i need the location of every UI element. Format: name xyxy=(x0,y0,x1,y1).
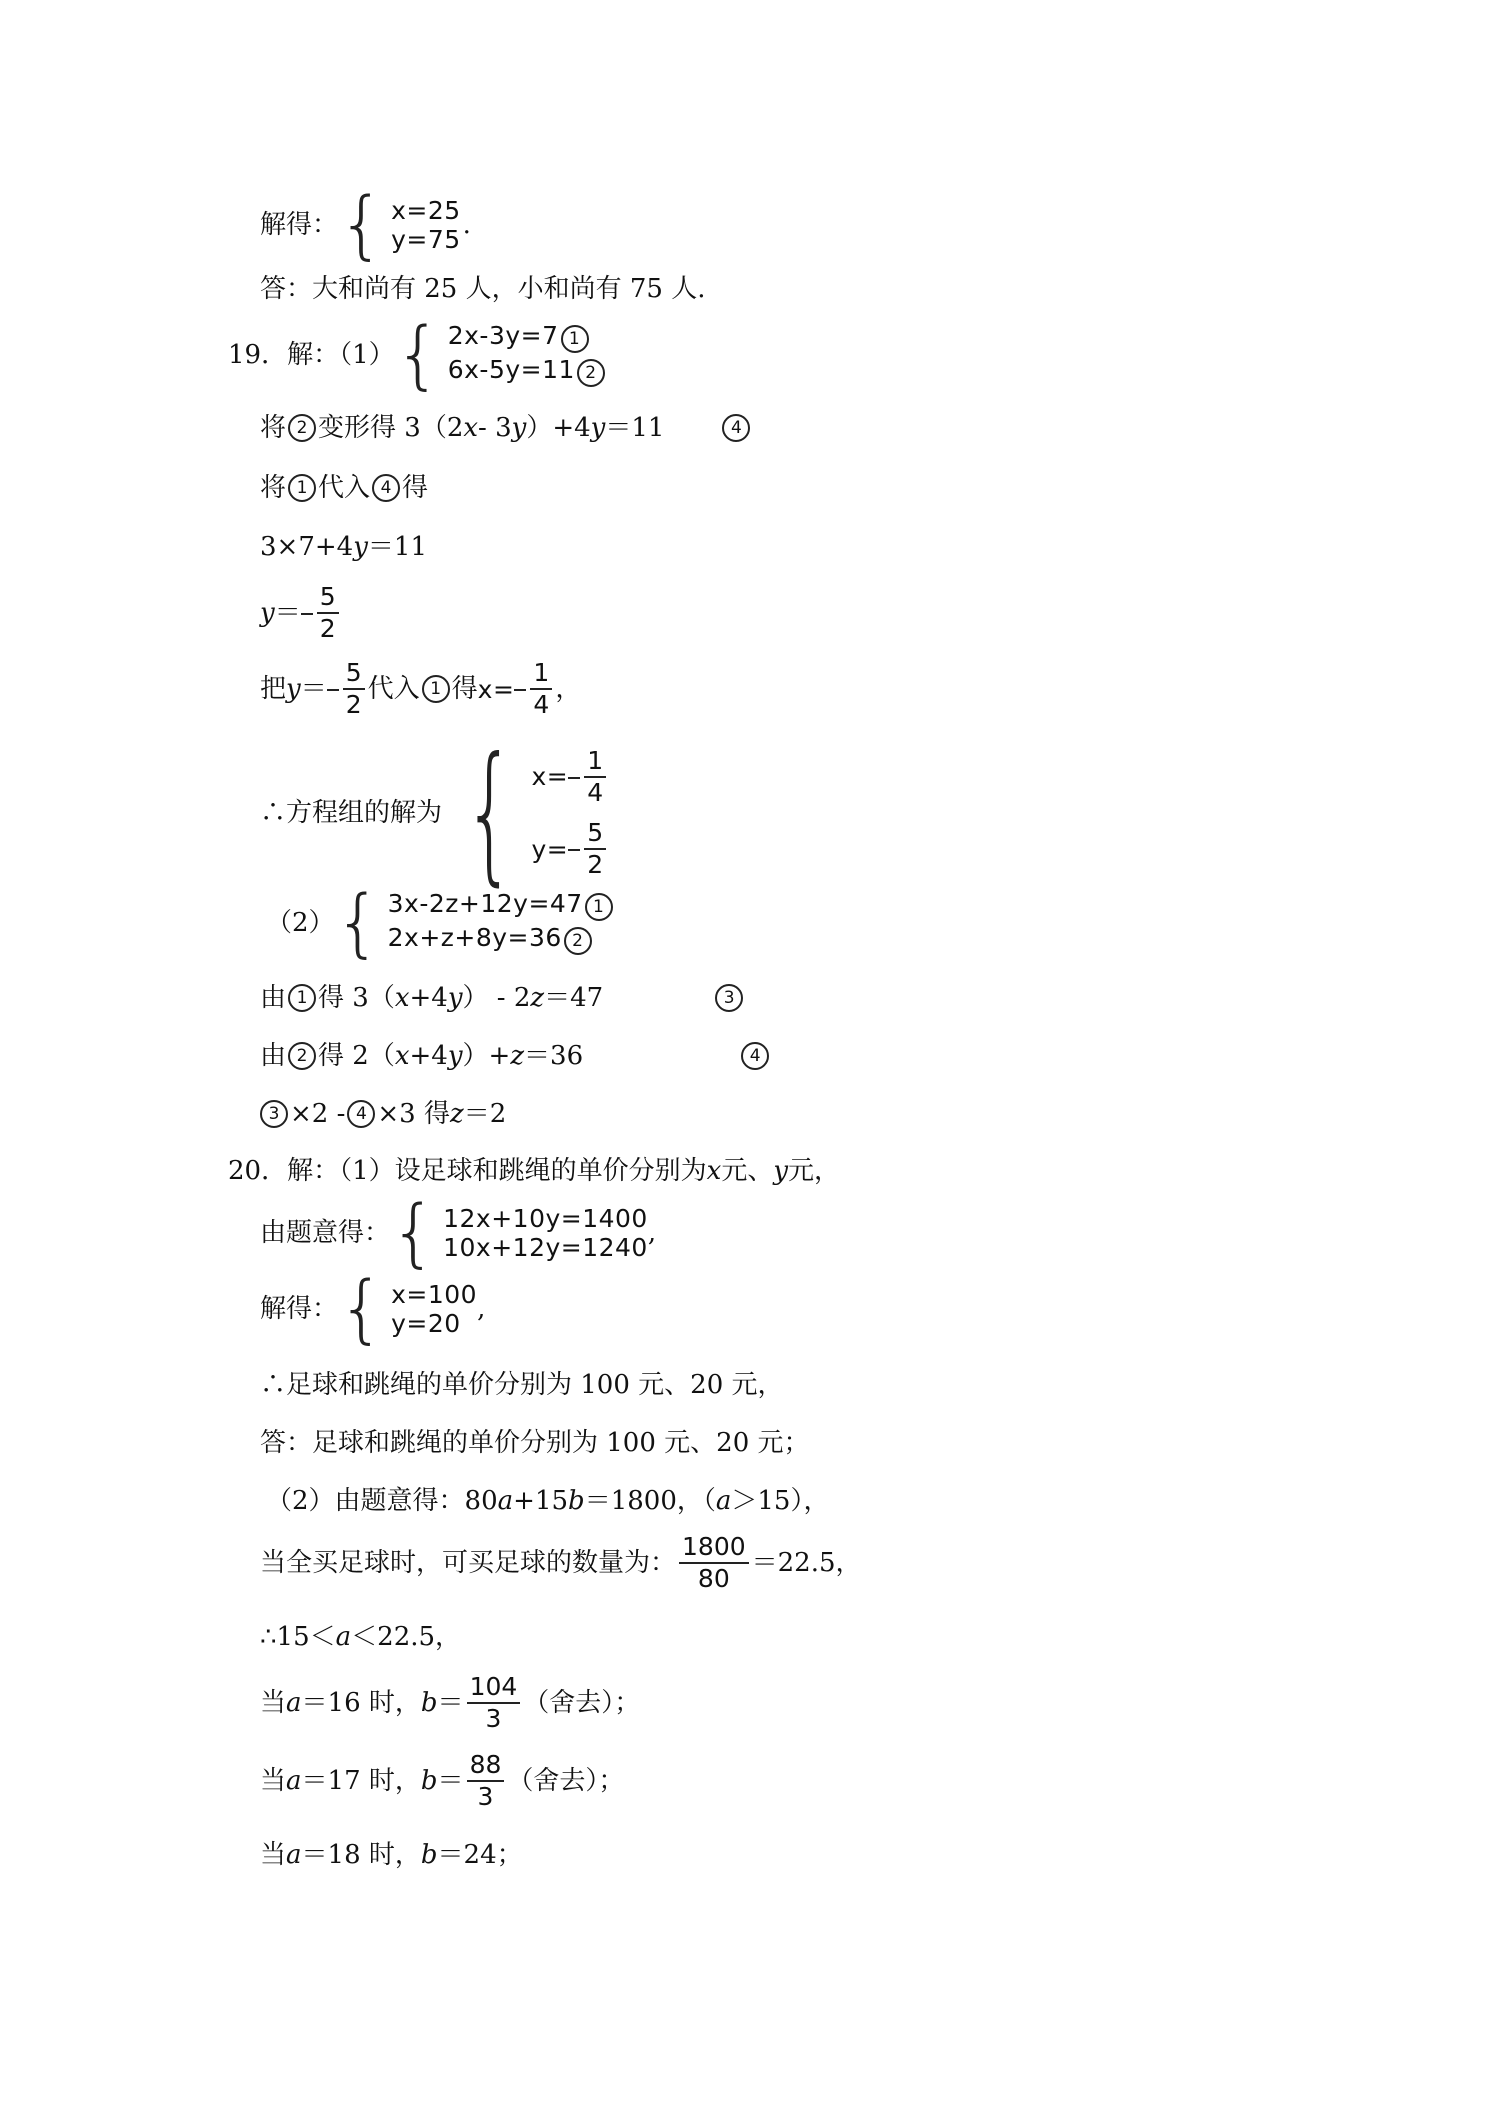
q18-solution-line xyxy=(260,182,471,268)
punctuation: , xyxy=(477,1294,486,1324)
brace: { xyxy=(338,1266,386,1352)
equation-1 xyxy=(448,323,607,353)
system-equations xyxy=(388,891,615,955)
text: 得 2（ xyxy=(318,1041,395,1071)
q20-range xyxy=(260,1624,461,1650)
var-z: z xyxy=(510,1041,525,1071)
circled-4: 4 xyxy=(722,414,750,442)
text: 把 xyxy=(260,674,287,705)
text: 当全买足球时，可买足球的数量为： xyxy=(260,1548,677,1579)
q19-solution xyxy=(260,726,609,900)
numerator: 88 xyxy=(467,1752,505,1782)
denominator: 2 xyxy=(345,690,362,720)
var-x: x xyxy=(394,983,410,1013)
text: （舍去）； xyxy=(507,1766,625,1797)
text: ×2 - xyxy=(290,1099,346,1129)
var-y: y xyxy=(286,674,301,705)
equation-system-2 xyxy=(334,880,615,966)
text: +4 xyxy=(409,983,448,1013)
text: ＝24； xyxy=(437,1840,523,1870)
system-equations xyxy=(391,198,461,252)
q19-step-3 xyxy=(260,534,427,560)
numerator: 5 xyxy=(343,660,365,690)
solution-system xyxy=(442,726,609,900)
equation-text: 2x-3y=7 xyxy=(447,321,559,350)
circled-1: 1 xyxy=(585,893,613,921)
circled-1: 1 xyxy=(288,984,316,1012)
brace: { xyxy=(463,726,516,900)
equation: x=25 xyxy=(391,196,461,225)
text: ＝1800，（ xyxy=(584,1486,716,1516)
text: （舍去）； xyxy=(523,1688,641,1719)
q19-step-5 xyxy=(260,660,581,719)
solution-system xyxy=(338,1266,478,1352)
var-a: a xyxy=(286,1840,302,1870)
system-equations xyxy=(448,323,607,387)
equation-text: 3x-2z+12y=47 xyxy=(387,889,583,918)
text: ） - 2 xyxy=(462,983,531,1013)
equation-2 xyxy=(388,925,615,955)
text: 元， xyxy=(788,1156,841,1186)
fraction xyxy=(343,660,365,719)
minus-sign xyxy=(568,777,580,779)
q20-solution xyxy=(260,1266,486,1352)
equation-text: 6x-5y=11 xyxy=(447,355,575,384)
text: 代入 xyxy=(367,674,420,705)
var-y: y xyxy=(353,532,368,562)
text: 3×7+4 xyxy=(260,532,354,562)
system-equations xyxy=(531,745,609,880)
var-a: a xyxy=(715,1486,732,1516)
equation-text: x= xyxy=(531,762,569,792)
numerator: 5 xyxy=(584,820,606,850)
solve-label: 解得： xyxy=(260,1294,339,1324)
var-x: x xyxy=(463,413,479,443)
text: 20．解：（1）设足球和跳绳的单价分别为 xyxy=(228,1156,707,1186)
equation-2 xyxy=(448,357,607,387)
brace: { xyxy=(338,182,386,268)
text: ＝22.5， xyxy=(751,1548,862,1579)
text: 由 xyxy=(260,983,287,1013)
text: 得 xyxy=(451,674,478,705)
equation-1 xyxy=(388,891,615,921)
circled-2: 2 xyxy=(288,414,316,442)
text: 当 xyxy=(260,1766,287,1797)
equation: y=20 xyxy=(391,1309,461,1338)
text: ＝ xyxy=(437,1688,464,1719)
text: 元、 xyxy=(721,1156,774,1186)
var-y: y xyxy=(511,413,527,443)
minus-sign xyxy=(301,613,313,615)
fraction xyxy=(317,584,339,643)
question-number: 19．解：（1） xyxy=(228,340,395,370)
var-a: a xyxy=(335,1622,352,1652)
var-x: x xyxy=(394,1041,410,1071)
circled-3: 3 xyxy=(260,1100,288,1128)
q19-part2-step-2 xyxy=(260,1042,771,1070)
q18-answer: 答：大和尚有 25 人，小和尚有 75 人. xyxy=(260,274,706,304)
denominator: 80 xyxy=(697,1564,730,1594)
var-y: y xyxy=(447,1041,463,1071)
var-z: z xyxy=(530,983,545,1013)
equation: 10x+12y=1240 xyxy=(443,1233,648,1262)
var-a: a xyxy=(497,1486,514,1516)
equation: x=100 xyxy=(391,1280,478,1309)
circled-1: 1 xyxy=(288,474,316,502)
q20-setup xyxy=(260,1190,657,1276)
var-b: b xyxy=(420,1688,438,1719)
q19-header-line xyxy=(228,312,607,398)
system-equations xyxy=(391,1282,477,1336)
var-x: x xyxy=(706,1156,722,1186)
var-b: b xyxy=(420,1840,438,1870)
text: 当 xyxy=(260,1688,287,1719)
fraction xyxy=(584,820,606,879)
numerator: 1 xyxy=(530,660,552,690)
minus-sign xyxy=(327,689,339,691)
brace: { xyxy=(334,880,382,966)
minus-sign xyxy=(514,689,526,691)
numerator: 104 xyxy=(467,1674,521,1704)
circled-2: 2 xyxy=(577,359,605,387)
q19-step-1 xyxy=(260,414,752,442)
circled-4: 4 xyxy=(347,1100,375,1128)
var-y: y xyxy=(447,983,463,1013)
denominator: 3 xyxy=(485,1704,502,1734)
text: 得 3（ xyxy=(318,983,395,1013)
part-label: （2） xyxy=(266,908,335,938)
fraction xyxy=(467,1752,505,1811)
fraction xyxy=(679,1534,749,1593)
q20-answer: 答：足球和跳绳的单价分别为 100 元、20 元； xyxy=(260,1428,810,1458)
text: ＝11 xyxy=(605,413,665,443)
negative-fraction xyxy=(568,745,609,807)
q20-header xyxy=(228,1158,840,1184)
denominator: 4 xyxy=(587,777,604,807)
fraction xyxy=(530,660,552,719)
negative-fraction xyxy=(514,660,555,719)
text: 变形得 3（2 xyxy=(318,413,464,443)
solution-label: ∴方程组的解为 xyxy=(260,798,443,828)
q19-part2-header xyxy=(266,880,615,966)
var-b: b xyxy=(420,1766,438,1797)
punctuation: . xyxy=(462,210,471,240)
q20-all-football xyxy=(260,1534,862,1593)
var-a: a xyxy=(286,1688,302,1719)
equation: y=75 xyxy=(391,225,461,254)
solution-x xyxy=(531,745,609,807)
text: 将 xyxy=(260,413,287,443)
brace: { xyxy=(394,312,442,398)
fraction xyxy=(584,745,606,807)
equation-text: y= xyxy=(531,834,569,864)
brace: { xyxy=(390,1190,438,1276)
text: ）+ xyxy=(462,1041,511,1071)
text: ＝ xyxy=(274,598,301,629)
circled-2: 2 xyxy=(564,927,592,955)
text: ， xyxy=(555,674,582,705)
numerator: 1 xyxy=(584,748,606,778)
var-b: b xyxy=(568,1486,585,1516)
text: ＝11 xyxy=(367,532,427,562)
text: +15 xyxy=(513,1486,569,1516)
solution-y xyxy=(531,820,609,879)
text: 当 xyxy=(260,1840,287,1870)
text: ＝17 时， xyxy=(301,1766,421,1797)
q20-case-16 xyxy=(260,1674,640,1733)
equation-system xyxy=(390,1190,648,1276)
circled-3: 3 xyxy=(715,984,743,1012)
fraction xyxy=(467,1674,521,1733)
text: ＝ xyxy=(300,674,327,705)
denominator: 4 xyxy=(533,690,550,720)
text: ＝36 xyxy=(524,1041,584,1071)
equation-system-1 xyxy=(394,312,607,398)
q19-part2-step-3 xyxy=(258,1100,506,1128)
q19-step-2 xyxy=(260,474,428,502)
negative-fraction xyxy=(327,660,368,719)
text: ）+4 xyxy=(526,413,591,443)
text: ＝16 时， xyxy=(301,1688,421,1719)
text: ＝ xyxy=(437,1766,464,1797)
text: （2）由题意得：80 xyxy=(266,1486,498,1516)
text: 由 xyxy=(260,1041,287,1071)
text: ＞15）， xyxy=(731,1486,830,1516)
var-y: y xyxy=(590,413,606,443)
numerator: 5 xyxy=(317,584,339,614)
text: ＝47 xyxy=(544,983,604,1013)
var-y: y xyxy=(260,598,275,629)
text: 代入 xyxy=(318,473,371,503)
equation-text: 2x+z+8y=36 xyxy=(387,923,562,952)
text: ×3 得 xyxy=(377,1099,450,1129)
equation-text: x= xyxy=(477,674,515,704)
equation: 12x+10y=1400 xyxy=(443,1204,648,1233)
denominator: 2 xyxy=(587,850,604,880)
q19-part2-step-1 xyxy=(260,984,745,1012)
denominator: 3 xyxy=(477,1782,494,1812)
q20-case-17 xyxy=(260,1752,624,1811)
q20-therefore: ∴足球和跳绳的单价分别为 100 元、20 元， xyxy=(260,1370,784,1400)
solution-system xyxy=(338,182,461,268)
numerator: 1800 xyxy=(679,1534,749,1564)
var-y: y xyxy=(773,1156,789,1186)
circled-1: 1 xyxy=(561,325,589,353)
q20-case-18 xyxy=(260,1842,523,1868)
denominator: 2 xyxy=(319,614,336,644)
text: ∴15＜ xyxy=(260,1622,336,1652)
circled-4: 4 xyxy=(741,1042,769,1070)
negative-fraction xyxy=(568,820,609,879)
text: - 3 xyxy=(478,413,512,443)
text: +4 xyxy=(409,1041,448,1071)
setup-label: 由题意得： xyxy=(260,1218,391,1248)
text: 得 xyxy=(402,473,429,503)
text: 将 xyxy=(260,473,287,503)
solve-label: 解得： xyxy=(260,210,339,240)
q20-part2 xyxy=(266,1488,829,1514)
var-z: z xyxy=(449,1099,464,1129)
circled-4: 4 xyxy=(372,474,400,502)
punctuation: , xyxy=(647,1218,657,1248)
text: ＝18 时， xyxy=(301,1840,421,1870)
negative-fraction xyxy=(301,584,342,643)
circled-1: 1 xyxy=(422,675,450,703)
q19-step-4 xyxy=(260,584,342,643)
text: ＝2 xyxy=(463,1099,507,1129)
minus-sign xyxy=(568,849,580,851)
text: ＜22.5， xyxy=(351,1622,462,1652)
circled-2: 2 xyxy=(288,1042,316,1070)
system-equations xyxy=(443,1206,648,1260)
var-a: a xyxy=(286,1766,302,1797)
